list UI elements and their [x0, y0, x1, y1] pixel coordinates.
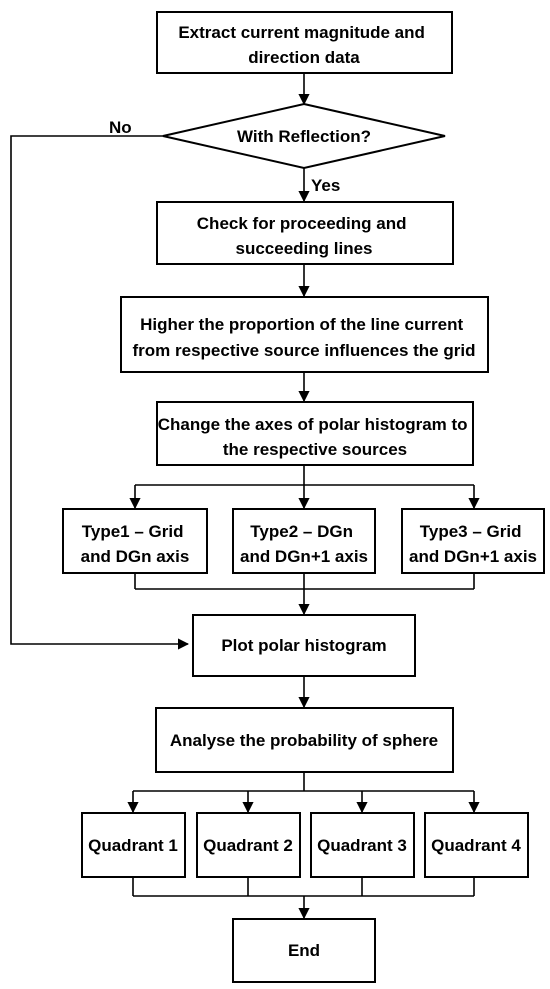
node-change-axes-line-1: Change the axes of polar histogram to — [157, 415, 468, 434]
node-plot-label: Plot polar histogram — [221, 636, 387, 655]
node-quadrant-1-label: Quadrant 1 — [88, 836, 178, 855]
edge-label-yes: Yes — [311, 176, 341, 195]
node-check-lines — [157, 202, 453, 264]
node-higher-line-1: Higher the proportion of the line current — [140, 315, 464, 334]
node-type1 — [63, 509, 207, 573]
node-change-axes — [157, 402, 473, 465]
node-type3-line-1: Type3 – Grid — [419, 522, 522, 541]
node-extract-line-2: direction data — [248, 48, 360, 67]
node-quadrant-1 — [82, 813, 185, 877]
node-type2 — [233, 509, 375, 573]
node-end-label: End — [287, 941, 321, 960]
node-check-line-1: Check for proceeding and — [196, 214, 407, 233]
edge-label-no: No — [109, 118, 132, 137]
node-quadrant-3 — [311, 813, 414, 877]
decision-with-reflection-label: With Reflection? — [237, 127, 371, 146]
node-quadrant-2 — [197, 813, 300, 877]
node-higher-line-2: from respective source influences the grid — [132, 341, 476, 360]
node-higher-proportion — [121, 297, 488, 372]
node-type2-line-1: Type2 – DGn — [250, 522, 353, 541]
node-plot-polar-histogram — [193, 615, 415, 676]
node-quadrant-4 — [425, 813, 528, 877]
node-analyse-probability — [156, 708, 453, 772]
node-quadrant-4-label: Quadrant 4 — [431, 836, 521, 855]
node-type2-line-2: and DGn+1 axis — [239, 547, 369, 566]
node-check-line-2: succeeding lines — [235, 239, 373, 258]
node-type1-line-2: and DGn axis — [80, 547, 190, 566]
node-analyse-label: Analyse the probability of sphere — [169, 731, 439, 750]
node-type3 — [402, 509, 544, 573]
node-extract-line-1: Extract current magnitude and — [178, 23, 425, 42]
node-quadrant-2-label: Quadrant 2 — [203, 836, 293, 855]
node-quadrant-3-label: Quadrant 3 — [317, 836, 407, 855]
node-change-axes-line-2: the respective sources — [222, 440, 408, 459]
node-extract-data — [157, 12, 452, 73]
connectors — [11, 73, 474, 918]
node-end — [233, 919, 375, 982]
node-type1-line-1: Type1 – Grid — [81, 522, 184, 541]
decision-with-reflection — [163, 104, 445, 168]
node-type3-line-2: and DGn+1 axis — [408, 547, 538, 566]
